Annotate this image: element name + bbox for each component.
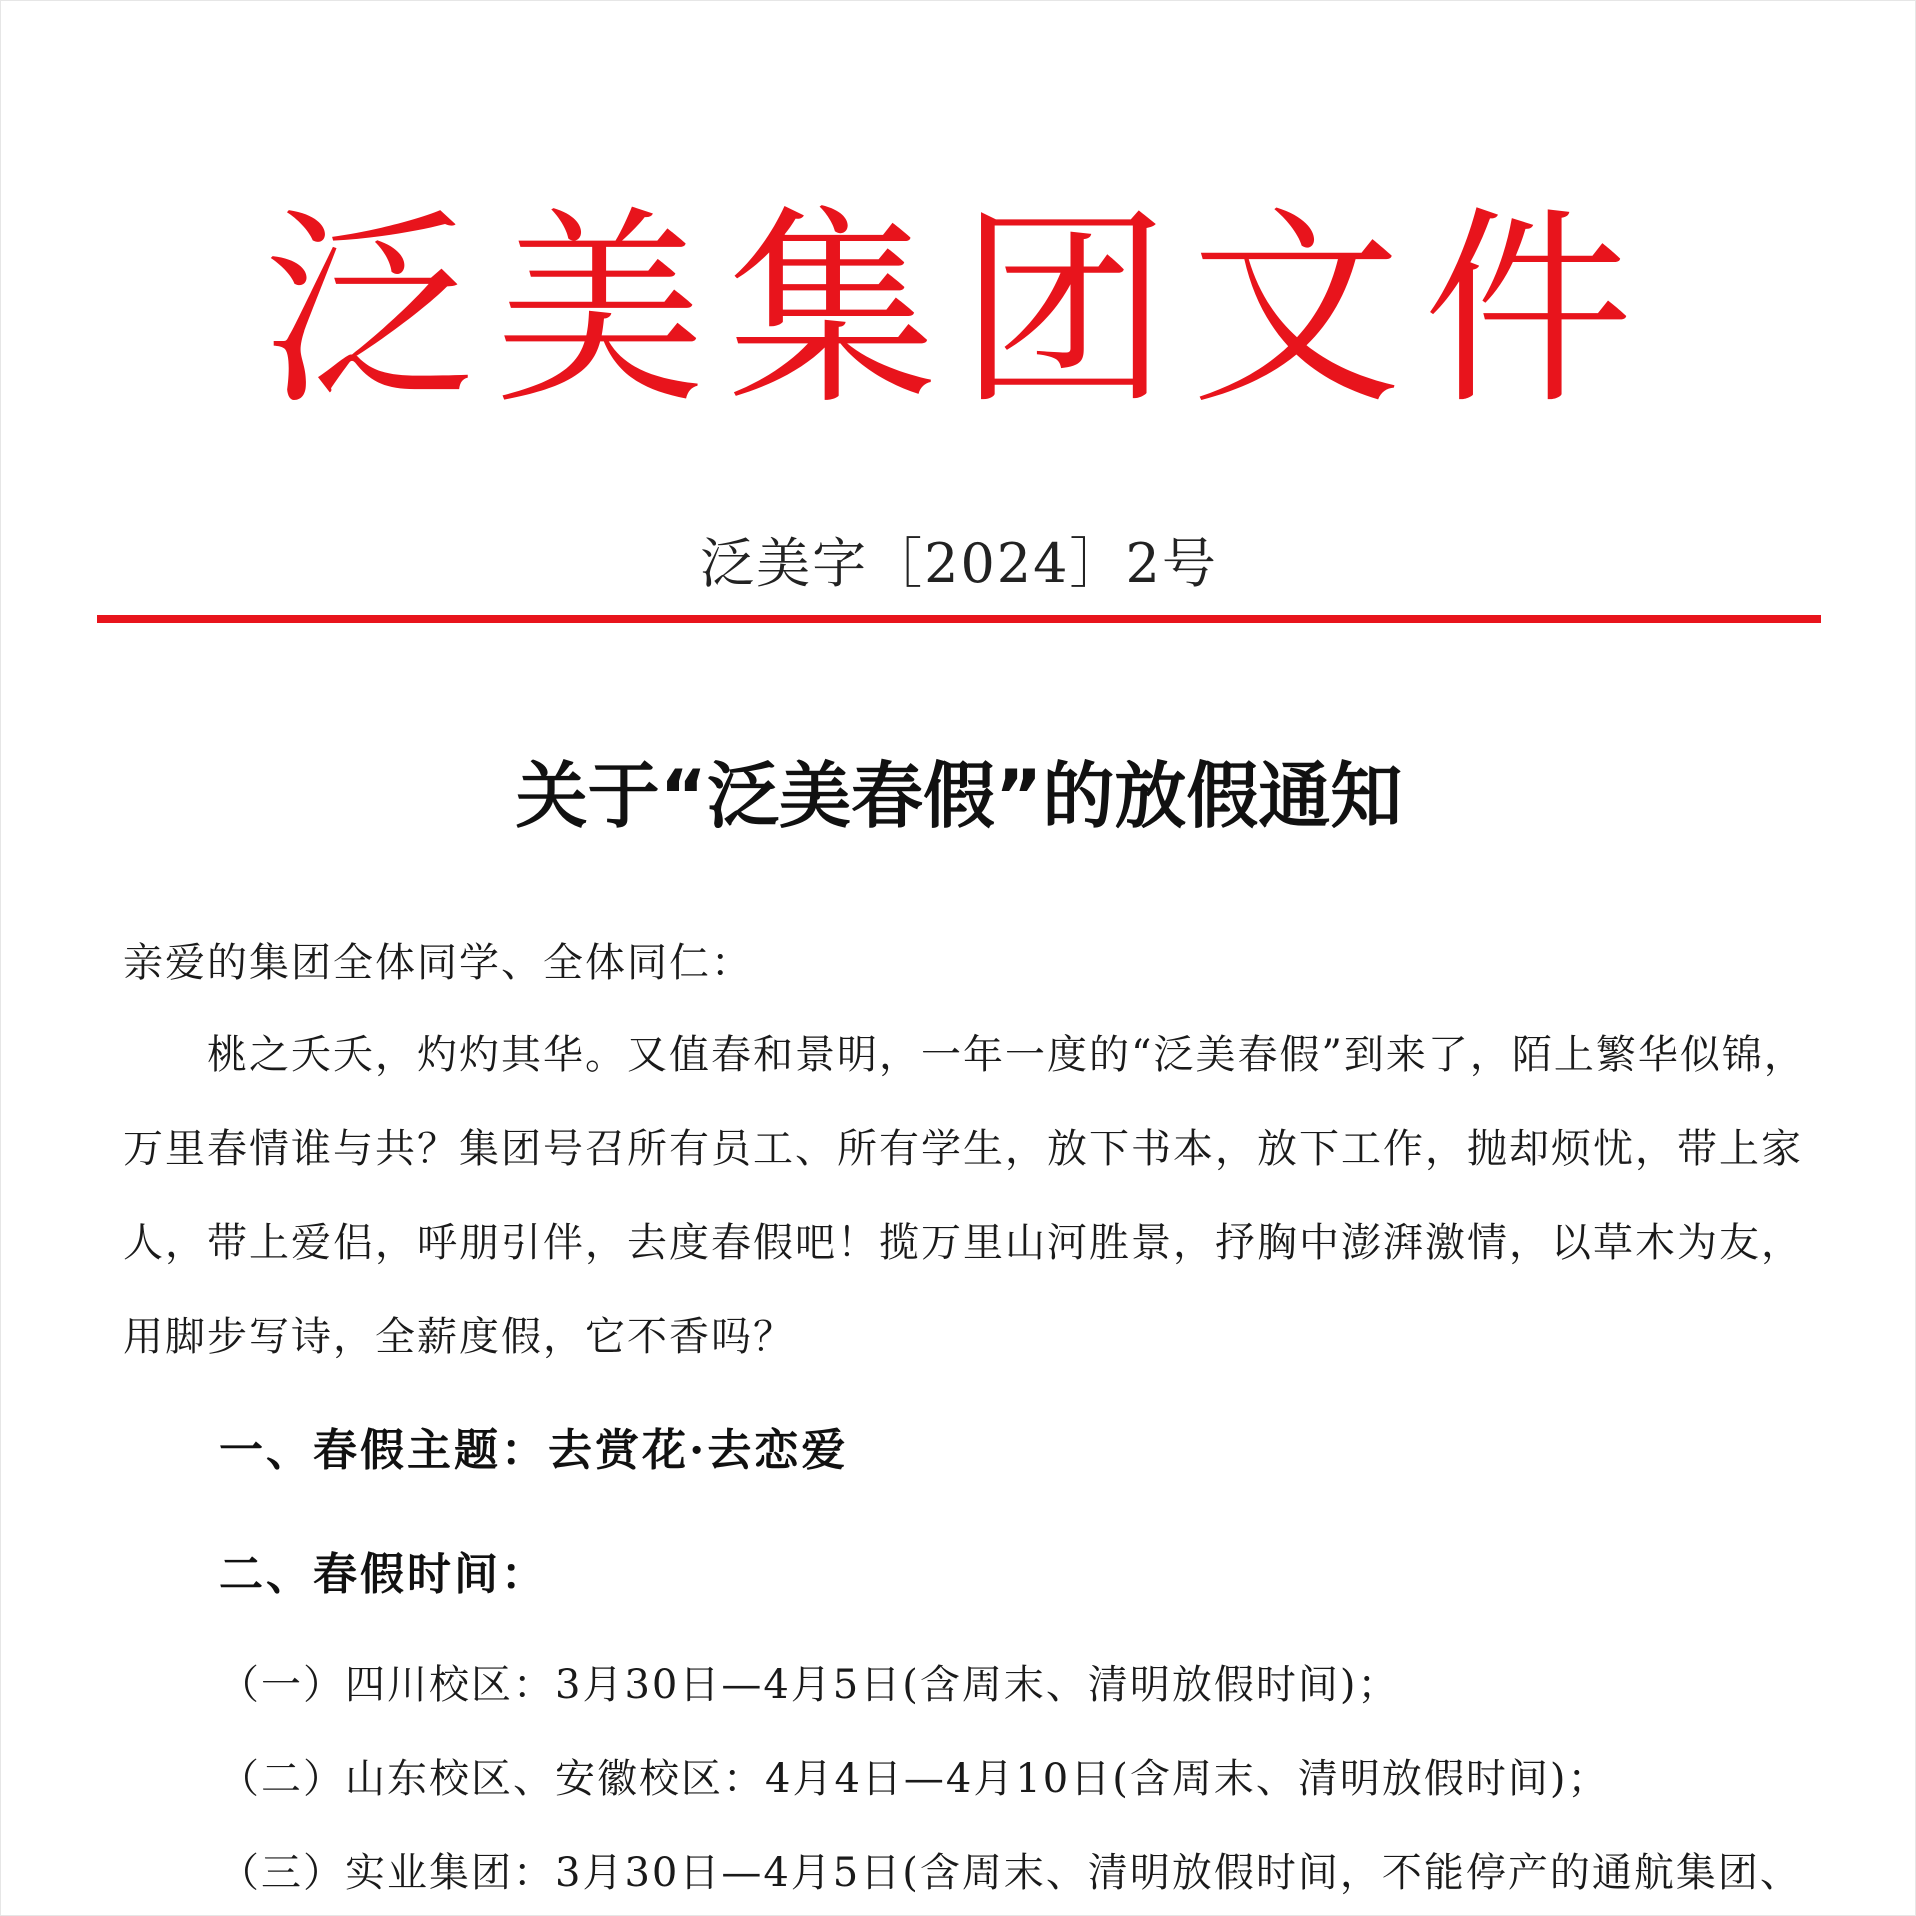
time-item: （二）山东校区、安徽校区：4月4日—4月10日(含周末、清明放假时间)；	[219, 1756, 1610, 1802]
time-item: （一）四川校区：3月30日—4月5日(含周末、清明放假时间)；	[219, 1662, 1400, 1708]
masthead-title: 泛美集团文件	[262, 188, 1655, 433]
intro-line: 人，带上爱侣，呼朋引伴，去度春假吧！揽万里山河胜景，抒胸中澎湃激情，以草木为友，	[123, 1220, 1803, 1266]
salutation: 亲爱的集团全体同学、全体同仁：	[123, 940, 753, 986]
section-heading-time: 二、春假时间：	[219, 1549, 548, 1600]
notice-title: 关于“泛美春假”的放假通知	[515, 754, 1403, 838]
intro-line: 万里春情谁与共？集团号召所有员工、所有学生，放下书本，放下工作，抛却烦忧，带上家	[123, 1126, 1803, 1172]
intro-line: 桃之夭夭，灼灼其华。又值春和景明，一年一度的“泛美春假”到来了，陌上繁华似锦，	[207, 1032, 1806, 1078]
document-number: 泛美字［2024］2号	[700, 532, 1218, 595]
red-divider	[97, 615, 1821, 623]
section-heading-theme: 一、春假主题：去赏花·去恋爱	[219, 1425, 849, 1476]
time-item: （三）实业集团：3月30日—4月5日(含周末、清明放假时间，不能停产的通航集团、	[219, 1850, 1802, 1896]
intro-line: 用脚步写诗，全薪度假，它不香吗？	[123, 1314, 795, 1360]
